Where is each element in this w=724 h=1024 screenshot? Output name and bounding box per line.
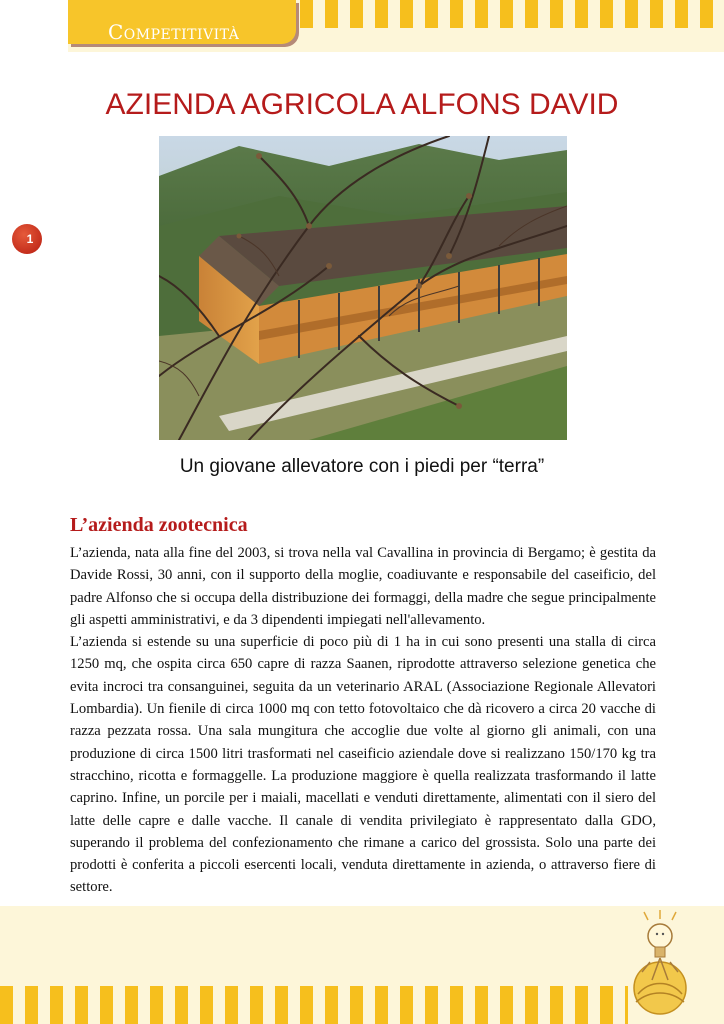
farm-photo <box>159 136 567 440</box>
footer-stripes <box>0 986 628 1024</box>
lightbulb-mascot-icon <box>624 910 696 1016</box>
paragraph: L’azienda, nata alla fine del 2003, si trova nella val Cavallina in provincia di Bergamo; è gestita da Davide Rossi, 30 anni, con il supporto della moglie, coadiuvante e responsabile del caseificio, del padre Alfonso che si occupa della distribuzione dei formaggi, della madre che segue principalmente gli aspetti amministrativi, e da 3 dipendenti impiegati nell'allevamento. <box>70 545 656 628</box>
section-label: Competitività <box>108 20 240 44</box>
body-text <box>70 542 656 899</box>
page-number-badge: 1 <box>12 224 42 254</box>
page-title: AZIENDA AGRICOLA ALFONS DAVID <box>105 88 619 121</box>
section-heading: L’azienda zootecnica <box>70 514 248 536</box>
header-stripes <box>300 0 724 28</box>
photo-caption: Un giovane allevatore con i piedi per “terra” <box>179 456 545 477</box>
paragraph: L’azienda si estende su una superficie di poco più di 1 ha in cui sono presenti una stalla di circa 1250 mq, che ospita circa 650 capre di razza Saanen, riprodotte attraverso selezione genetica che evita incroci tra consanguinei, seguita da un veterinario ARAL (Associazione Regionale Allevatori Lombardia). Un fienile di circa 1000 mq con tetto fotovoltaico che dà ricovero a circa 20 vacche di razza pezzata rossa. Una sala mungitura che accoglie due volte al giorno gli animali, con una produzione di circa 1500 litri trasformati nel caseificio aziendale dove si realizzano 150/170 kg tra stracchino, ricotta e formaggelle. La produzione maggiore è quella realizzata trasformando il latte caprino. Infine, un porcile per i maiali, macellati e venduti direttamente, alimentati con il siero del latte delle capre e dalle vacche. Il canale di vendita privilegiato è rappresentato dalla GDO, superando il problema del confezionamento che rimane a carico del grossista. Solo una parte dei prodotti è conferita a piccoli esercenti locali, venduta direttamente in azienda, o attraverso fiere di settore. <box>70 634 656 896</box>
